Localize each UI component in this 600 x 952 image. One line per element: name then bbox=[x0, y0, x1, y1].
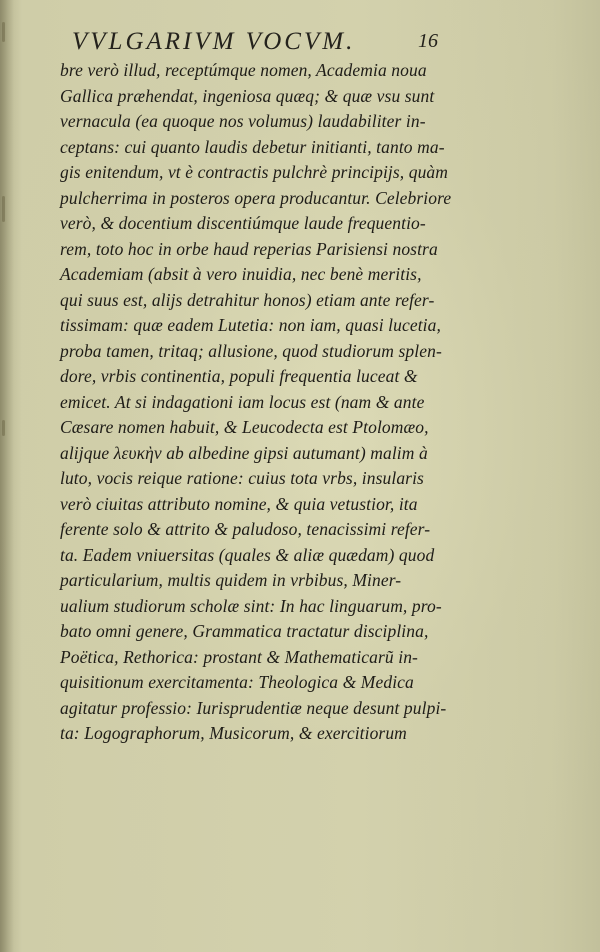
running-title: VVLGARIVM VOCVM. bbox=[72, 28, 356, 55]
text-line: particularium, multis quidem in vrbibus, Miner- bbox=[60, 570, 402, 590]
text-line: Academiam (absit à vero inuidia, nec benè meritis, bbox=[60, 264, 422, 284]
text-line: ualium studiorum scholæ sint: In hac linguarum, pro- bbox=[60, 595, 442, 616]
text-line: verò, & docentium discentiúmque laude frequentio- bbox=[60, 213, 426, 233]
text-line: bato omni genere, Grammatica tractatur disciplina, bbox=[60, 621, 429, 641]
text-line: gis enitendum, vt è contractis pulchrè principijs, quàm bbox=[60, 162, 449, 182]
text-line: vernacula (ea quoque nos volumus) laudabiliter in- bbox=[60, 111, 426, 131]
show-through-ink bbox=[525, 600, 585, 760]
page-edge-mark bbox=[2, 420, 5, 436]
body-text bbox=[60, 58, 460, 747]
text-line: pulcherrima in posteros opera producantur. Celebriore bbox=[60, 187, 452, 208]
text-line: proba tamen, tritaq; allusione, quod studiorum splen- bbox=[60, 340, 442, 361]
text-line: qui suus est, alijs detrahitur honos) etiam ante refer- bbox=[60, 289, 435, 310]
text-line: ta. Eadem vniuersitas (quales & aliæ quædam) quod bbox=[60, 544, 435, 565]
text-line: Poëtica, Rethorica: prostant & Mathematicarũ in- bbox=[60, 646, 418, 667]
text-line: quisitionum exercitamenta: Theologica & Medica bbox=[60, 672, 414, 692]
text-line: ferente solo & attrito & paludoso, tenacissimi refer- bbox=[60, 519, 431, 539]
text-line: bre verò illud, receptúmque nomen, Academia noua bbox=[60, 60, 427, 80]
text-line: tissimam: quæ eadem Lutetia: non iam, quasi lucetia, bbox=[60, 315, 441, 335]
text-line: emicet. At si indagationi iam locus est (nam & ante bbox=[60, 391, 425, 412]
running-head bbox=[0, 22, 600, 62]
text-line: rem, toto hoc in orbe haud reperias Parisiensi nostra bbox=[60, 238, 438, 259]
text-line: verò ciuitas attributo nomine, & quia vetustior, ita bbox=[60, 493, 418, 514]
text-line: ceptans: cui quanto laudis debetur initianti, tanto ma- bbox=[60, 136, 445, 157]
page-edge-mark bbox=[2, 196, 5, 222]
text-line: alijque λευκὴν ab albedine gipsi autumant) malim à bbox=[60, 442, 428, 463]
page-number: 16 bbox=[418, 30, 438, 52]
text-line: dore, vrbis continentia, populi frequentia luceat & bbox=[60, 366, 418, 386]
text-line: Gallica præhendat, ingeniosa quæq; & quæ vsu sunt bbox=[60, 85, 435, 106]
text-line: ta: Logographorum, Musicorum, & exercitiorum bbox=[60, 723, 407, 743]
text-line: luto, vocis reique ratione: cuius tota vrbs, insularis bbox=[60, 468, 424, 488]
gutter-shadow bbox=[0, 0, 14, 952]
text-line: agitatur professio: Iurisprudentiæ neque desunt pulpi- bbox=[60, 697, 447, 718]
text-line: Cæsare nomen habuit, & Leucodecta est Ptolomæo, bbox=[60, 417, 429, 437]
